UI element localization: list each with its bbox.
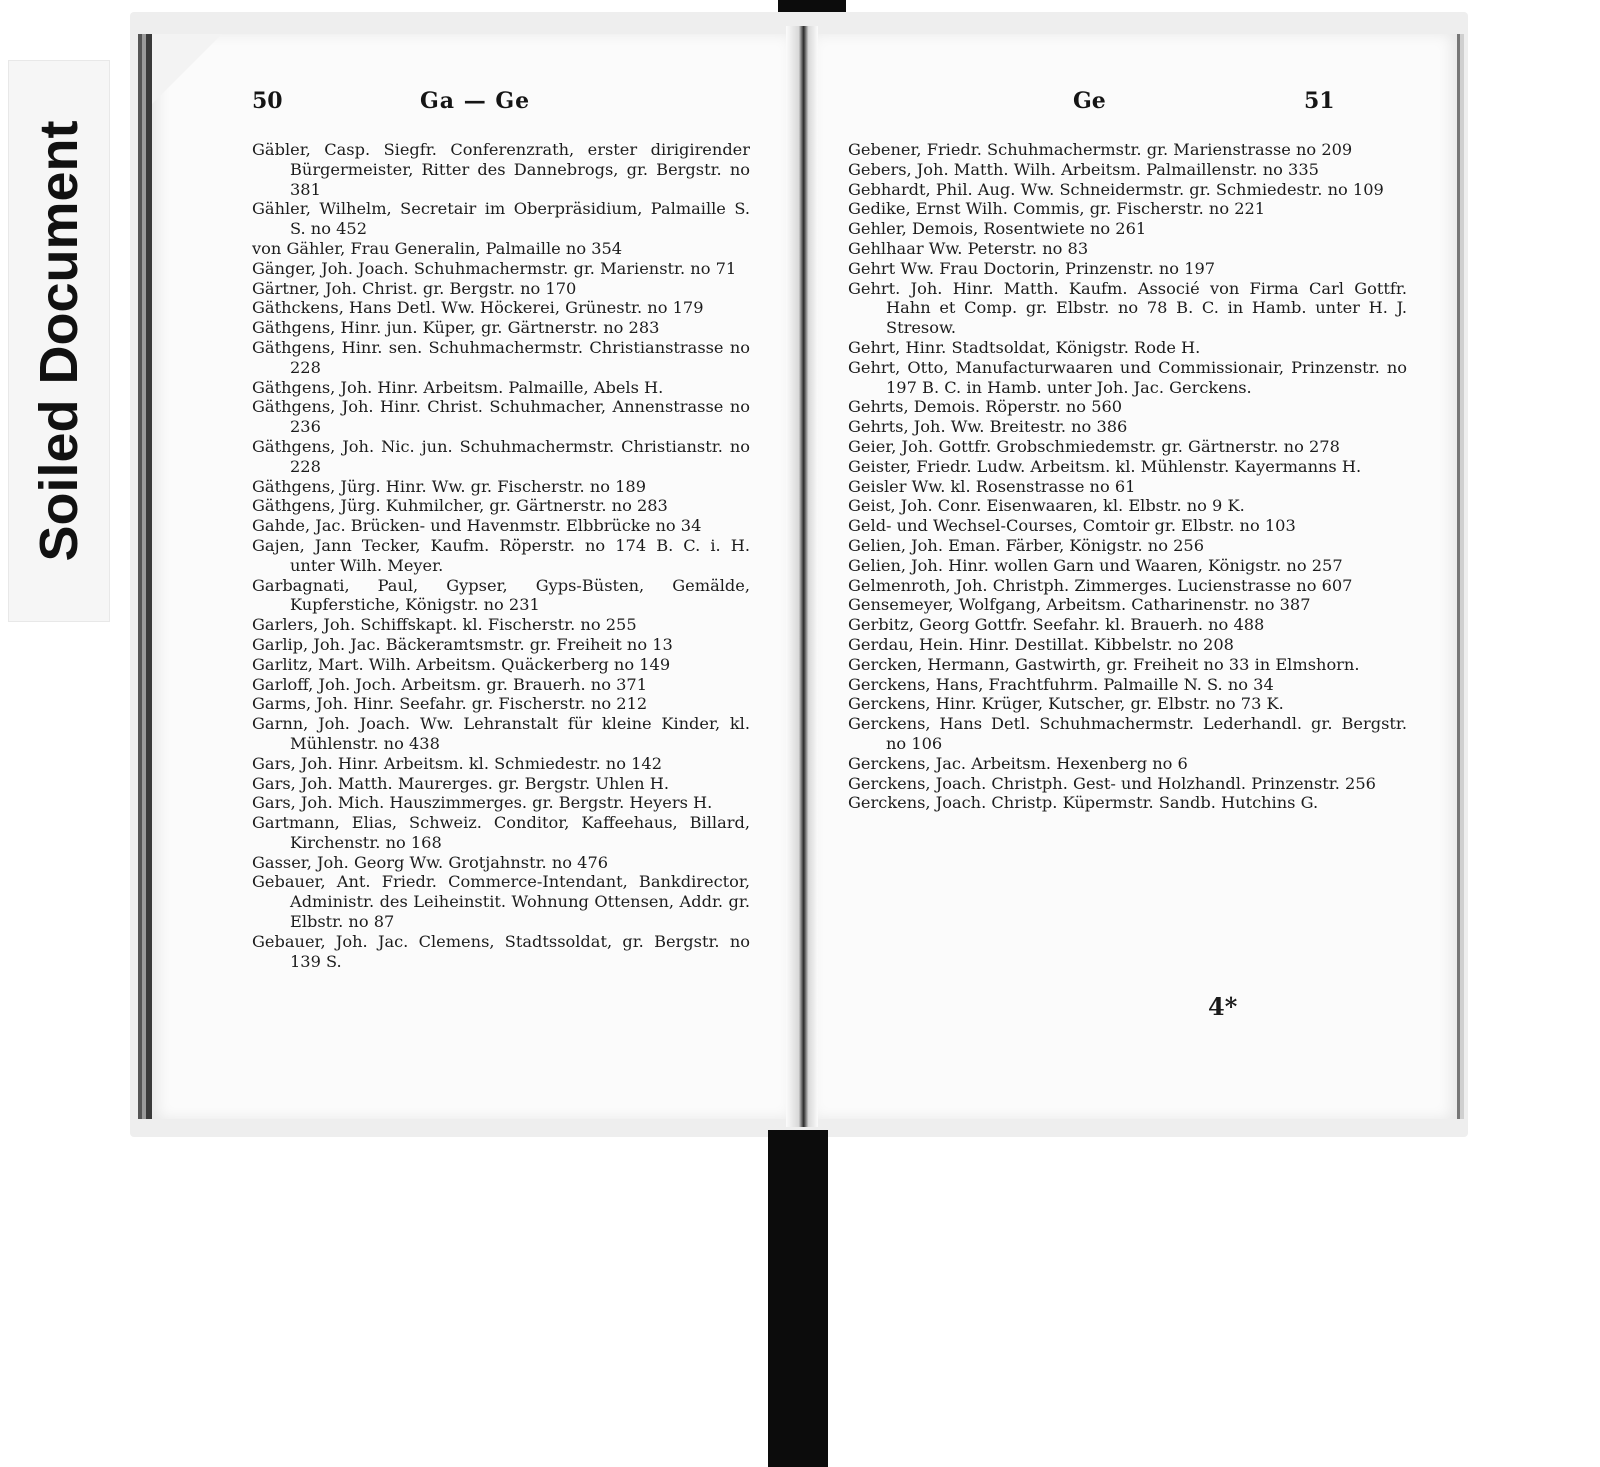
directory-entry: Gehrts, Demois. Röperstr. no 560 <box>848 397 1123 417</box>
directory-entry: Gasser, Joh. Georg Ww. Grotjahnstr. no 476 <box>252 852 609 872</box>
stamp-label: Soiled Document <box>29 120 89 562</box>
directory-entry: Garms, Joh. Hinr. Seefahr. gr. Fischerstr. no 212 <box>252 694 648 714</box>
left-page-header <box>152 88 786 128</box>
directory-entry: Gahde, Jac. Brücken- und Havenmstr. Elbbrücke no 34 <box>252 516 702 536</box>
directory-entry: Gerbitz, Georg Gottfr. Seefahr. kl. Brauerh. no 488 <box>848 615 1265 635</box>
book-gutter <box>786 26 818 1127</box>
directory-entry: Gäthckens, Hans Detl. Ww. Höckerei, Grünestr. no 179 <box>252 298 704 318</box>
soiled-document-stamp <box>8 60 110 622</box>
directory-entry: Geisler Ww. kl. Rosenstrasse no 61 <box>848 476 1136 496</box>
directory-entry: Gelmenroth, Joh. Christph. Zimmerges. Lucienstrasse no 607 <box>848 575 1353 595</box>
directory-entry: Gäbler, Casp. Siegfr. Conferenzrath, erster dirigirender Bürgermeister, Ritter des Dannebrogs, gr. Bergstr. no 381 <box>252 140 750 199</box>
directory-entry: Geister, Friedr. Ludw. Arbeitsm. kl. Mühlenstr. Kayermanns H. <box>848 456 1362 476</box>
open-book <box>130 12 1468 1137</box>
directory-entry: Gäthgens, Jürg. Kuhmilcher, gr. Gärtnerstr. no 283 <box>252 496 668 516</box>
directory-entry: Gars, Joh. Matth. Maurerges. gr. Bergstr. Uhlen H. <box>252 773 669 793</box>
directory-entry: Gäthgens, Hinr. sen. Schuhmachermstr. Christianstrasse no 228 <box>252 337 750 377</box>
directory-entry: Gebers, Joh. Matth. Wilh. Arbeitsm. Palmaillenstr. no 335 <box>848 159 1319 179</box>
directory-entry: Gehrts, Joh. Ww. Breitestr. no 386 <box>848 417 1128 437</box>
directory-entry: Gelien, Joh. Hinr. wollen Garn und Waaren, Königstr. no 257 <box>848 555 1343 575</box>
directory-entry: Gedike, Ernst Wilh. Commis, gr. Fischerstr. no 221 <box>848 199 1266 219</box>
directory-entry: Gäthgens, Jürg. Hinr. Ww. gr. Fischerstr. no 189 <box>252 476 647 496</box>
directory-entry: Gebauer, Ant. Friedr. Commerce-Intendant, Bankdirector, Administr. des Leiheinstit. Wohnung Ottensen, Addr. gr. Elbstr. no 87 <box>252 872 750 932</box>
directory-entry: Gars, Joh. Hinr. Arbeitsm. kl. Schmiedestr. no 142 <box>252 753 663 773</box>
left-running-head: Ga — Ge <box>420 88 531 114</box>
directory-entry: Gehrt Ww. Frau Doctorin, Prinzenstr. no 197 <box>848 258 1216 278</box>
right-page <box>818 34 1460 1119</box>
directory-entry: Gebhardt, Phil. Aug. Ww. Schneidermstr. gr. Schmiedestr. no 109 <box>848 179 1384 199</box>
directory-entry: von Gähler, Frau Generalin, Palmaille no 354 <box>252 238 623 258</box>
right-page-number: 51 <box>1304 88 1335 114</box>
directory-entry: Gerckens, Hans, Frachtfuhrm. Palmaille N. S. no 34 <box>848 674 1274 694</box>
directory-entry: Gäthgens, Joh. Hinr. Arbeitsm. Palmaille, Abels H. <box>252 377 664 397</box>
directory-entry: Garloff, Joh. Joch. Arbeitsm. gr. Brauerh. no 371 <box>252 674 647 694</box>
directory-entry: Gäthgens, Hinr. jun. Küper, gr. Gärtnerstr. no 283 <box>252 318 660 338</box>
directory-entry: Garnn, Joh. Joach. Ww. Lehranstalt für kleine Kinder, kl. Mühlenstr. no 438 <box>252 714 750 753</box>
directory-entry: Gebauer, Joh. Jac. Clemens, Stadtssoldat, gr. Bergstr. no 139 S. <box>252 931 750 971</box>
directory-entry: Garbagnati, Paul, Gypser, Gyps-Büsten, Gemälde, Kupferstiche, Königstr. no 231 <box>252 575 750 615</box>
directory-entry: Gebener, Friedr. Schuhmachermstr. gr. Marienstrasse no 209 <box>848 140 1353 159</box>
directory-entry: Gensemeyer, Wolfgang, Arbeitsm. Catharinenstr. no 387 <box>848 595 1311 615</box>
directory-entry: Geist, Joh. Conr. Eisenwaaren, kl. Elbstr. no 9 K. <box>848 496 1245 516</box>
left-page-number: 50 <box>252 88 283 114</box>
directory-entry: Gehler, Demois, Rosentwiete no 261 <box>848 219 1147 239</box>
right-directory-entries <box>848 140 1407 813</box>
directory-entry: Gerckens, Jac. Arbeitsm. Hexenberg no 6 <box>848 753 1188 773</box>
directory-entry: Gänger, Joh. Joach. Schuhmachermstr. gr. Marienstr. no 71 <box>252 258 737 278</box>
bookmark-ribbon-bottom <box>768 1130 828 1467</box>
directory-entry: Gartmann, Elias, Schweiz. Conditor, Kaffeehaus, Billard, Kirchenstr. no 168 <box>252 813 750 852</box>
directory-entry: Garlip, Joh. Jac. Bäckeramtsmstr. gr. Freiheit no 13 <box>252 634 673 654</box>
directory-entry: Gercken, Hermann, Gastwirth, gr. Freiheit no 33 in Elmshorn. <box>848 654 1360 674</box>
left-page <box>146 34 786 1119</box>
directory-entry: Gehlhaar Ww. Peterstr. no 83 <box>848 238 1089 258</box>
directory-entry: Gäthgens, Joh. Nic. jun. Schuhmachermstr. Christianstr. no 228 <box>252 436 750 476</box>
directory-entry: Garlers, Joh. Schiffskapt. kl. Fischerstr. no 255 <box>252 615 637 635</box>
directory-entry: Gerdau, Hein. Hinr. Destillat. Kibbelstr. no 208 <box>848 634 1234 654</box>
signature-mark: 4* <box>1208 992 1238 1021</box>
directory-entry: Gerckens, Joach. Christph. Gest- und Holzhandl. Prinzenstr. 256 <box>848 773 1376 793</box>
directory-entry: Gärtner, Joh. Christ. gr. Bergstr. no 170 <box>252 278 577 298</box>
right-running-head: Ge <box>1073 88 1106 114</box>
directory-entry: Gähler, Wilhelm, Secretair im Oberpräsidium, Palmaille S. S. no 452 <box>252 199 750 239</box>
directory-entry: Gerckens, Hans Detl. Schuhmachermstr. Lederhandl. gr. Bergstr. no 106 <box>848 714 1407 753</box>
directory-entry: Gelien, Joh. Eman. Färber, Königstr. no 256 <box>848 535 1205 555</box>
left-directory-entries <box>252 140 750 971</box>
directory-entry: Gerckens, Hinr. Krüger, Kutscher, gr. Elbstr. no 73 K. <box>848 694 1284 714</box>
directory-entry: Gehrt, Otto, Manufacturwaaren und Commissionair, Prinzenstr. no 197 B. C. in Hamb. unter Joh. Jac. Gerckens. <box>848 357 1407 397</box>
directory-entry: Gajen, Jann Tecker, Kaufm. Röperstr. no 174 B. C. i. H. unter Wilh. Meyer. <box>252 535 750 575</box>
right-page-header <box>818 88 1457 128</box>
directory-entry: Gars, Joh. Mich. Hauszimmerges. gr. Bergstr. Heyers H. <box>252 793 713 813</box>
directory-entry: Gerckens, Joach. Christp. Küpermstr. Sandb. Hutchins G. <box>848 793 1319 813</box>
directory-entry: Gäthgens, Joh. Hinr. Christ. Schuhmacher, Annenstrasse no 236 <box>252 397 750 437</box>
directory-entry: Gehrt. Joh. Hinr. Matth. Kaufm. Associé von Firma Carl Gottfr. Hahn et Comp. gr. Elbstr. no 78 B. C. in Hamb. unter H. J. Stresow. <box>848 278 1407 338</box>
directory-entry: Gehrt, Hinr. Stadtsoldat, Königstr. Rode H. <box>848 337 1201 357</box>
directory-entry: Geld- und Wechsel-Courses, Comtoir gr. Elbstr. no 103 <box>848 516 1296 536</box>
directory-entry: Garlitz, Mart. Wilh. Arbeitsm. Quäckerberg no 149 <box>252 654 671 674</box>
directory-entry: Geier, Joh. Gottfr. Grobschmiedemstr. gr. Gärtnerstr. no 278 <box>848 436 1340 456</box>
